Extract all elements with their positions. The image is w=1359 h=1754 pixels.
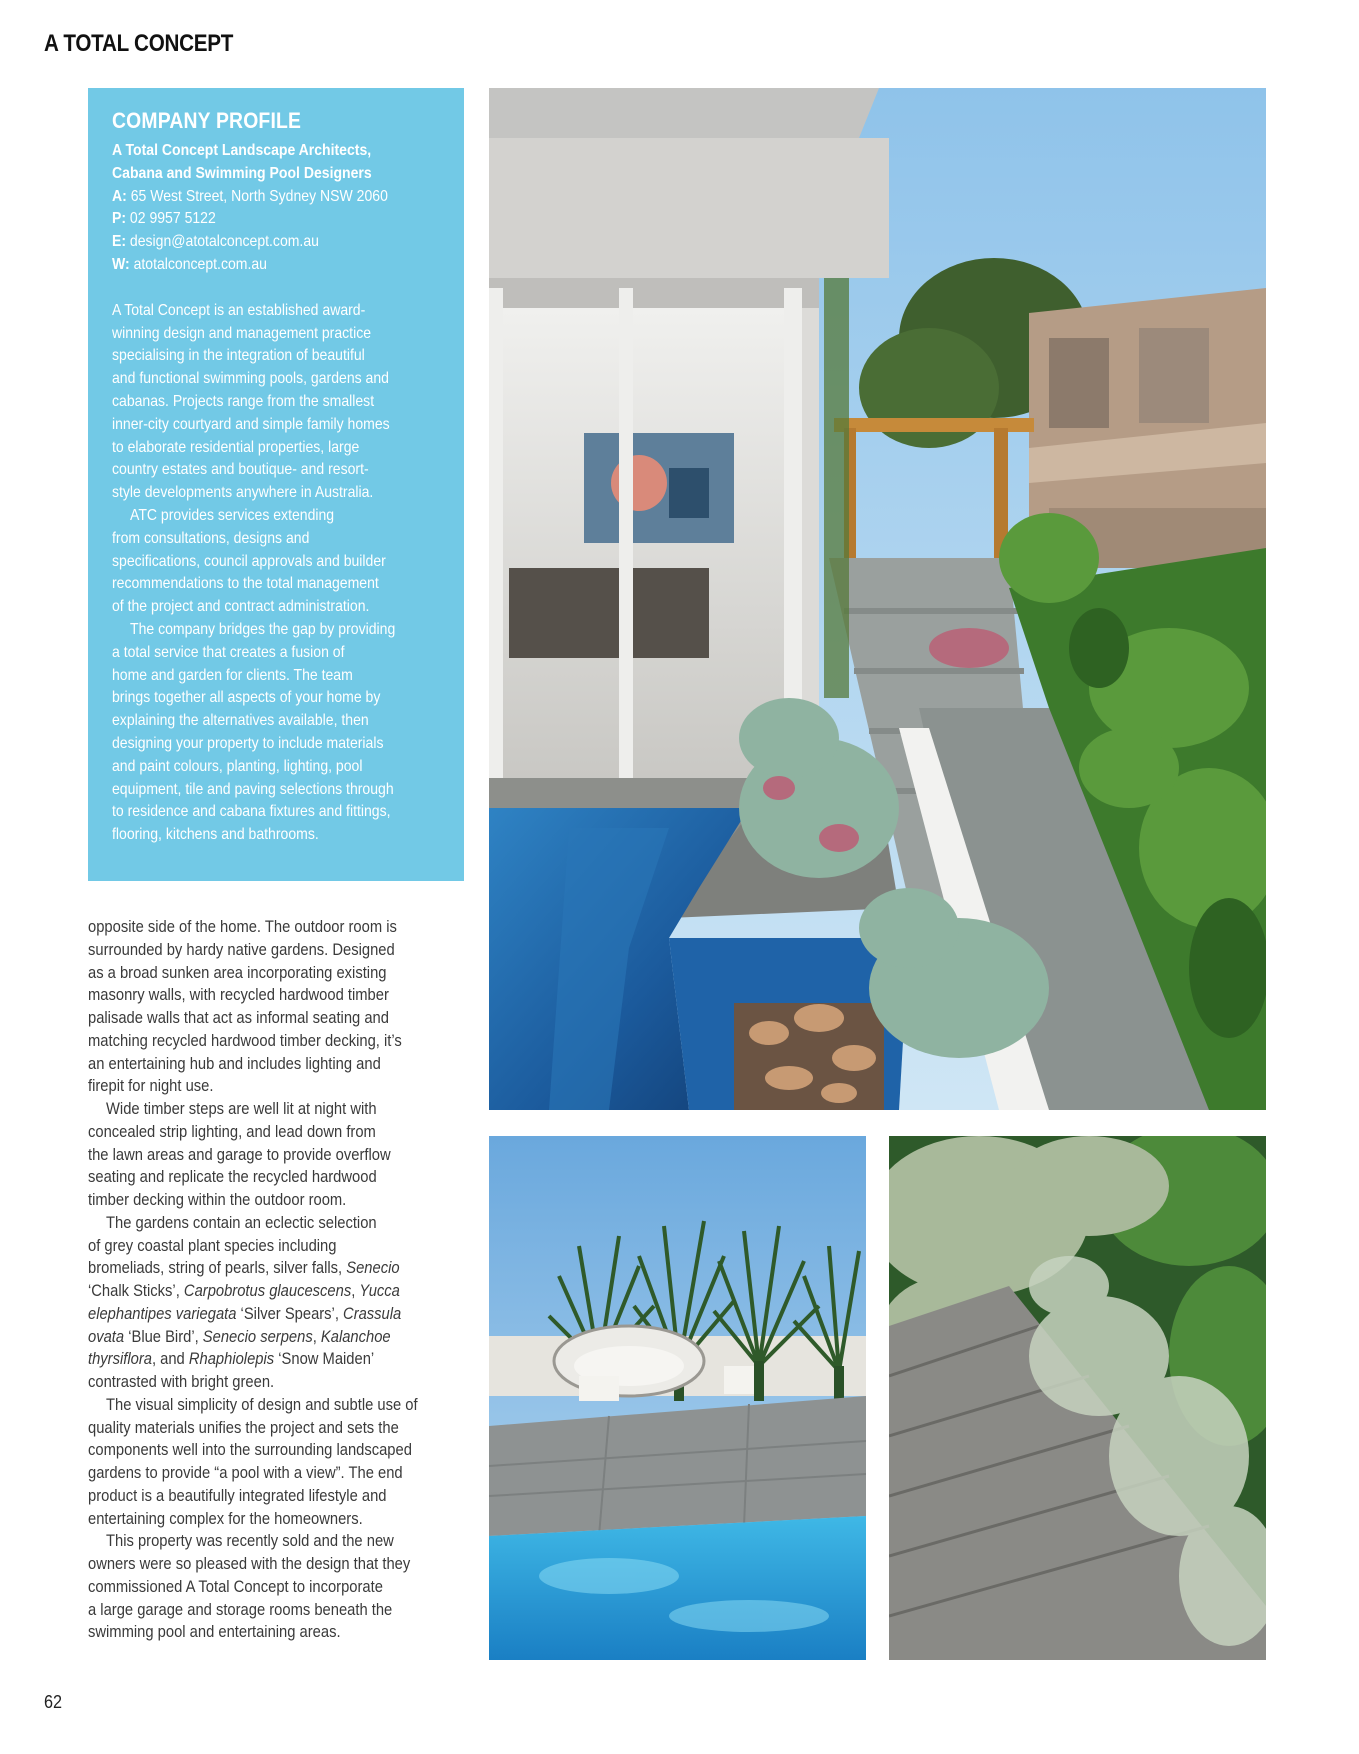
company-name-line-1: A Total Concept Landscape Architects, [112, 142, 372, 159]
article-line: entertaining complex for the homeowners. [88, 1509, 363, 1528]
article-line: The visual simplicity of design and subtle use of [106, 1395, 418, 1414]
article-line: opposite side of the home. The outdoor room is [88, 918, 397, 936]
plant-text: ‘Chalk Sticks’, [88, 1282, 184, 1300]
profile-text-line: country estates and boutique- and resort- [112, 461, 369, 479]
photo-pool-daybed [489, 1136, 866, 1660]
profile-text-line: A Total Concept is an established award- [112, 301, 366, 319]
main-photo-pool-garden [489, 88, 1266, 1110]
article-line: owners were so pleased with the design that they [88, 1555, 411, 1573]
profile-text-line: from consultations, designs and [112, 529, 310, 547]
profile-text-line: inner-city courtyard and simple family homes [112, 415, 390, 433]
company-name-line-2: Cabana and Swimming Pool Designers [112, 164, 372, 182]
article-line: matching recycled hardwood timber decking, it’s [88, 1031, 402, 1050]
plant-species: Senecio serpens [202, 1327, 313, 1346]
plant-list-line [88, 1326, 430, 1349]
company-phone [112, 208, 409, 231]
article-line: seating and replicate the recycled hardwood [88, 1168, 377, 1187]
email-label: E: [112, 233, 127, 251]
plant-list-line [88, 1257, 430, 1280]
article-line: concealed strip lighting, and lead down from [88, 1122, 376, 1141]
profile-text-line: The company bridges the gap by providing [130, 620, 396, 638]
profile-text-line: recommendations to the total management [112, 575, 379, 593]
profile-text-line: a total service that creates a fusion of [112, 643, 345, 661]
article-line: as a broad sunken area incorporating existing [88, 963, 387, 982]
plant-text: ‘Snow Maiden’ [274, 1350, 375, 1369]
running-head: A TOTAL CONCEPT [44, 30, 234, 57]
profile-text-line: style developments anywhere in Australia. [112, 484, 374, 502]
plant-species: Kalanchoe [320, 1327, 391, 1346]
profile-description [112, 300, 442, 847]
web-label: W: [112, 255, 130, 273]
article-line: the lawn areas and garage to provide overflow [88, 1145, 391, 1164]
company-website [112, 254, 409, 277]
email-value: design@atotalconcept.com.au [126, 233, 319, 251]
plant-text: , and [151, 1350, 189, 1369]
profile-text-line: to elaborate residential properties, large [112, 438, 360, 456]
address-value: 65 West Street, North Sydney NSW 2060 [126, 187, 388, 205]
article-line: of grey coastal plant species including [88, 1236, 337, 1255]
profile-text-line: equipment, tile and paving selections through [112, 780, 394, 798]
profile-text-line: home and garden for clients. The team [112, 666, 353, 684]
plant-species: thyrsiflora [88, 1350, 152, 1369]
article-line: contrasted with bright green. [88, 1373, 275, 1391]
plant-species: Carpobrotus glaucescens [183, 1282, 352, 1300]
profile-text-line: flooring, kitchens and bathrooms. [112, 826, 319, 844]
article-line: This property was recently sold and the new [106, 1532, 394, 1551]
profile-text-line: brings together all aspects of your home by [112, 689, 381, 707]
profile-text-line: cabanas. Projects range from the smallest [112, 392, 375, 410]
article-line: product is a beautifully integrated lifestyle and [88, 1486, 387, 1505]
plant-species: Rhaphiolepis [188, 1350, 275, 1369]
page-number: 62 [44, 1692, 63, 1712]
article-line: components well into the surrounding landscaped [88, 1441, 412, 1460]
profile-text-line: winning design and management practice [112, 324, 372, 342]
profile-text-line: and paint colours, planting, lighting, pool [112, 757, 363, 775]
article-body [88, 916, 468, 1644]
profile-text-line: explaining the alternatives available, then [112, 712, 369, 730]
plant-text: , [312, 1327, 321, 1346]
article-line: masonry walls, with recycled hardwood timber [88, 986, 389, 1005]
company-email [112, 231, 409, 254]
address-label: A: [112, 187, 127, 205]
plant-list-line [88, 1303, 430, 1326]
plant-species: elephantipes variegata [88, 1304, 237, 1323]
plant-text: ‘Blue Bird’, [124, 1327, 203, 1346]
phone-value: 02 9957 5122 [126, 210, 216, 228]
article-line: palisade walls that act as informal seating and [88, 1009, 389, 1027]
plant-list-line [88, 1348, 430, 1371]
profile-title: COMPANY PROFILE [112, 108, 302, 133]
pool-garden-illustration [489, 88, 1266, 1110]
profile-text-line: ATC provides services extending [130, 506, 335, 524]
plant-species: Senecio [346, 1259, 400, 1278]
company-address [112, 186, 409, 209]
profile-text-line: of the project and contract administration. [112, 598, 370, 616]
plant-species: Crassula [343, 1304, 402, 1323]
profile-text-line: designing your property to include materials [112, 734, 384, 752]
plant-list-line [88, 1280, 430, 1303]
profile-text-line: specialising in the integration of beautiful [112, 347, 365, 365]
groundcover-deck-illustration [889, 1136, 1266, 1660]
pool-daybed-illustration [489, 1136, 866, 1660]
profile-text-line: to residence and cabana fixtures and fittings, [112, 803, 391, 821]
plant-text: bromeliads, string of pearls, silver falls, [88, 1259, 347, 1278]
article-line: quality materials unifies the project and sets the [88, 1418, 399, 1437]
article-line: commissioned A Total Concept to incorporate [88, 1577, 383, 1596]
plant-text: , [351, 1282, 360, 1300]
article-line: an entertaining hub and includes lighting and [88, 1054, 381, 1073]
plant-text: ‘Silver Spears’, [236, 1304, 344, 1323]
profile-text-line: and functional swimming pools, gardens and [112, 370, 389, 388]
plant-species: ovata [88, 1327, 125, 1346]
photo-groundcover-deck [889, 1136, 1266, 1660]
web-value: atotalconcept.com.au [129, 255, 267, 273]
article-line: a large garage and storage rooms beneath the [88, 1600, 393, 1619]
article-line: timber decking within the outdoor room. [88, 1191, 347, 1209]
article-line: The gardens contain an eclectic selection [106, 1213, 377, 1232]
company-profile-box [88, 88, 464, 881]
article-line: gardens to provide “a pool with a view”. The end [88, 1464, 403, 1482]
article-line: swimming pool and entertaining areas. [88, 1623, 341, 1642]
article-line: surrounded by hardy native gardens. Designed [88, 940, 395, 959]
article-line: firepit for night use. [88, 1077, 214, 1096]
profile-text-line: specifications, council approvals and builder [112, 552, 386, 570]
article-line: Wide timber steps are well lit at night with [106, 1100, 377, 1118]
plant-species: Yucca [359, 1282, 400, 1300]
phone-label: P: [112, 210, 127, 228]
